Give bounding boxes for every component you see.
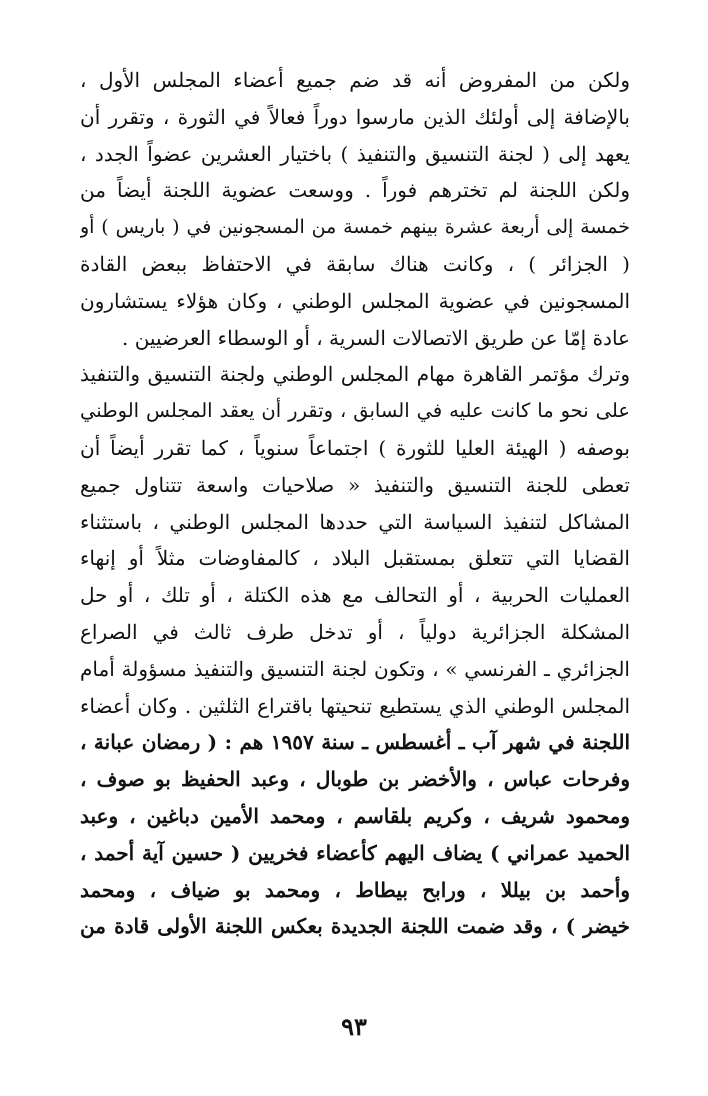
text-line-10: على نحو ما كانت عليه في السابق ، وتقرر أن يعقد المجلس الوطني: [80, 399, 630, 423]
page-number: ٩٣: [341, 1012, 367, 1041]
text-line-9: وترك مؤتمر القاهرة مهام المجلس الوطني ولجنة التنسيق والتنفيذ: [80, 362, 630, 387]
text-line-1: ولكن من المفروض أنه قد ضم جميع أعضاء المجلس الأول ،: [80, 68, 630, 92]
document-page: [80, 62, 630, 1062]
text-line-21: ومحمود شريف ، وكريم بلقاسم ، ومحمد الأمين دباغين ، وعبد: [80, 803, 630, 828]
text-line-2: بالإضافة إلى أولئك الذين مارسوا دوراً فعالاً في الثورة ، وتقرر أن: [80, 104, 630, 129]
text-line-20: وفرحات عباس ، والأخضر بن طوبال ، وعبد الحفيظ بو صوف ،: [80, 767, 630, 792]
text-line-3: يعهد إلى ( لجنة التنسيق والتنفيذ ) باختيار العشرين عضواً الجدد ،: [80, 141, 630, 166]
text-line-22: الحميد عمراني ) يضاف اليهم كأعضاء فخريين ( حسين آية أحمد ،: [80, 840, 630, 865]
text-line-6: ( الجزائر ) ، وكانت هناك سابقة في الاحتفاظ ببعض القادة: [80, 251, 630, 276]
text-line-11: بوصفه ( الهيئة العليا للثورة ) اجتماعاً سنوياً ، كما تقرر أيضاً أن: [80, 435, 630, 460]
text-line-23: وأحمد بن بيللا ، ورابح بيطاط ، ومحمد بو ضياف ، ومحمد: [80, 877, 630, 902]
text-line-17: الجزائري ـ الفرنسي » ، وتكون لجنة التنسيق والتنفيذ مسؤولة أمام: [80, 656, 630, 681]
text-line-18: المجلس الوطني الذي يستطيع تنحيتها باقتراع الثلثين . وكان أعضاء: [80, 693, 630, 718]
text-line-15: العمليات الحربية ، أو التحالف مع هذه الكتلة ، أو تلك ، أو حل: [80, 583, 630, 608]
text-line-12: تعطى للجنة التنسيق والتنفيذ « صلاحيات واسعة تتناول جميع: [80, 472, 630, 497]
text-line-8: عادة إمّا عن طريق الاتصالات السرية ، أو الوسطاء العرضيين .: [121, 325, 630, 350]
text-line-7: المسجونين في عضوية المجلس الوطني ، وكان هؤلاء يستشارون: [80, 288, 630, 313]
text-line-13: المشاكل لتنفيذ السياسة التي حددها المجلس الوطني ، باستثناء: [80, 509, 630, 534]
text-line-19: اللجنة في شهر آب ـ أغسطس ـ سنة ١٩٥٧ هم : ( رمضان عبانة ،: [80, 730, 630, 755]
text-line-5: خمسة إلى أربعة عشرة بينهم خمسة من المسجونين في ( باريس ) أو: [80, 216, 630, 239]
text-line-16: المشكلة الجزائرية دولياً ، أو تدخل طرف ثالث في الصراع: [80, 619, 630, 644]
text-line-24: خيضر ) ، وقد ضمت اللجنة الجديدة بعكس اللجنة الأولى قادة من: [80, 914, 630, 939]
text-line-14: القضايا التي تتعلق بمستقبل البلاد ، كالمفاوضات مثلاً أو إنهاء: [80, 546, 630, 571]
text-line-4: ولكن اللجنة لم تخترهم فوراً . ووسعت عضوية اللجنة أيضاً من: [80, 178, 630, 203]
